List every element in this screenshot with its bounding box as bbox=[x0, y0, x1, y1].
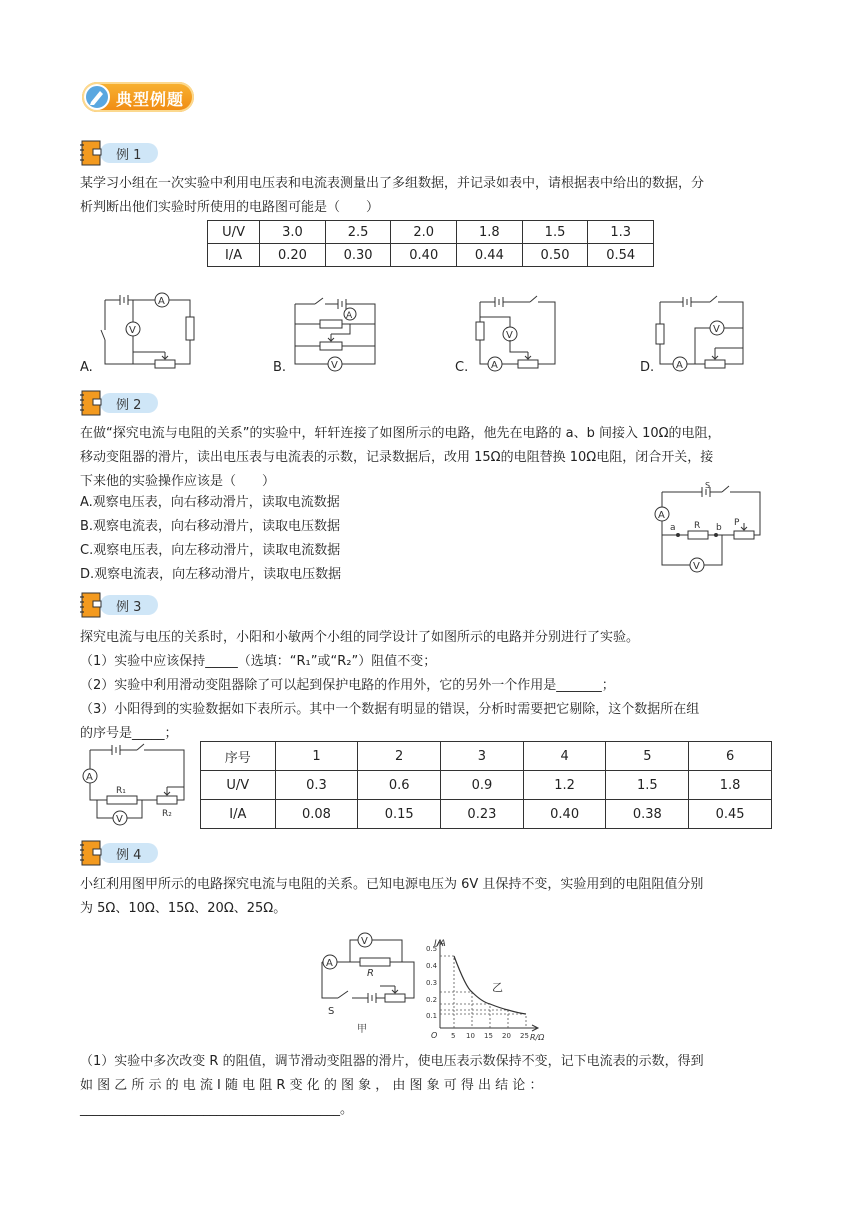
label-a: a bbox=[670, 523, 676, 533]
svg-text:A: A bbox=[676, 360, 683, 371]
section-title: 典型例题 bbox=[116, 90, 185, 109]
ammeter-label: A bbox=[326, 958, 333, 969]
table-row bbox=[208, 221, 654, 244]
svg-text:V: V bbox=[129, 325, 136, 336]
table-cell: 6 bbox=[689, 742, 772, 771]
y-tick-label: 0.2 bbox=[426, 996, 438, 1004]
jia-label: 甲 bbox=[357, 1024, 367, 1035]
svg-text:A: A bbox=[346, 311, 353, 321]
circuit-diagram-d bbox=[655, 292, 755, 372]
x-tick-label: 5 bbox=[451, 1032, 456, 1040]
table-cell: I/A bbox=[208, 244, 260, 267]
table-cell: 2.0 bbox=[391, 221, 457, 244]
ex1-data-table bbox=[207, 220, 654, 267]
x-tick-label: 25 bbox=[520, 1032, 529, 1040]
table-cell: 0.45 bbox=[689, 800, 772, 829]
y-tick-label: 0.3 bbox=[426, 979, 438, 987]
svg-text:V: V bbox=[713, 324, 720, 335]
table-cell: 0.15 bbox=[358, 800, 441, 829]
ex2-line-2: 移动变阻器的滑片，读出电压表与电流表的示数，记录数据后，改用 15Ω的电阻替换 10Ω电阻，闭合开关，接 bbox=[80, 450, 714, 465]
label-s: S bbox=[705, 481, 711, 490]
table-cell: 1 bbox=[275, 742, 358, 771]
option-c-label: C. bbox=[455, 360, 469, 375]
choice-a: A.观察电压表，向右移动滑片，读取电流数据 bbox=[80, 495, 340, 510]
ex3-intro: 探究电流与电压的关系时，小阳和小敏两个小组的同学设计了如图所示的电路并分别进行了实验。 bbox=[80, 630, 640, 645]
table-cell: 5 bbox=[606, 742, 689, 771]
choice-c: C.观察电压表，向左移动滑片，读取电流数据 bbox=[80, 543, 341, 558]
table-row bbox=[208, 244, 654, 267]
notebook-icon bbox=[80, 140, 104, 166]
ex3-data-table bbox=[200, 741, 772, 829]
notebook-icon bbox=[80, 390, 104, 416]
ex4-current-resistance-graph bbox=[426, 936, 556, 1042]
svg-text:A: A bbox=[491, 360, 498, 371]
example-2-badge bbox=[80, 390, 160, 416]
notebook-icon bbox=[80, 592, 104, 618]
table-cell: 1.8 bbox=[457, 221, 523, 244]
ex1-line-2: 析判断出他们实验时所使用的电路图可能是（ ） bbox=[80, 200, 380, 215]
table-cell: 3.0 bbox=[260, 221, 326, 244]
circuit-diagram-a bbox=[95, 292, 205, 372]
ex4-circuit-diagram bbox=[310, 928, 420, 1040]
notebook-icon bbox=[80, 840, 104, 866]
ex3-q2: （2）实验中利用滑动变阻器除了可以起到保护电路的作用外，它的另外一个作用是_______； bbox=[80, 678, 615, 693]
ex1-line-1: 某学习小组在一次实验中利用电压表和电流表测量出了多组数据，并记录如表中，请根据表中给出的数据，分 bbox=[80, 176, 705, 191]
table-row bbox=[201, 800, 772, 829]
example-3-question bbox=[80, 626, 770, 746]
table-cell: 3 bbox=[441, 742, 524, 771]
choice-d: D.观察电流表，向左移动滑片，读取电压数据 bbox=[80, 567, 342, 582]
ex4-q1-line-1: （1）实验中多次改变 R 的阻值，调节滑动变阻器的滑片，使电压表示数保持不变，记下电流表的示数，得到 bbox=[80, 1054, 704, 1069]
label-p: P bbox=[734, 518, 740, 528]
y-tick-label: 0.4 bbox=[426, 962, 438, 970]
x-axis-label: R/Ω bbox=[530, 1033, 545, 1042]
x-tick-label: 10 bbox=[466, 1032, 475, 1040]
example-1-question bbox=[80, 172, 770, 220]
y-tick-label: 0.5 bbox=[426, 945, 438, 953]
x-axis bbox=[440, 1025, 538, 1031]
table-cell: 1.5 bbox=[606, 771, 689, 800]
label-b: b bbox=[716, 523, 722, 533]
ex4-line-1: 小红利用图甲所示的电路探究电流与电阻的关系。已知电源电压为 6V 且保持不变，实验用到的电阻阻值分别 bbox=[80, 877, 704, 892]
ex3-circuit-diagram bbox=[82, 742, 192, 832]
example-3-badge bbox=[80, 592, 160, 618]
table-cell: 0.9 bbox=[441, 771, 524, 800]
example-4-label: 例 4 bbox=[116, 848, 142, 863]
example-4-badge bbox=[80, 840, 160, 866]
circuit-diagram-c bbox=[470, 292, 570, 372]
x-tick-label: 20 bbox=[502, 1032, 511, 1040]
table-cell: I/A bbox=[201, 800, 276, 829]
table-cell: 1.8 bbox=[689, 771, 772, 800]
table-cell: 0.23 bbox=[441, 800, 524, 829]
table-cell: 0.38 bbox=[606, 800, 689, 829]
ammeter-label: A bbox=[86, 772, 93, 783]
table-cell: 4 bbox=[523, 742, 606, 771]
origin-label: O bbox=[431, 1031, 438, 1040]
y-tick-label: 0.1 bbox=[426, 1012, 438, 1020]
r-label: R bbox=[367, 968, 374, 979]
ex3-q3-line-2: 的序号是_____； bbox=[80, 726, 178, 741]
ex2-line-3: 下来他的实验操作应该是（ ） bbox=[80, 474, 276, 489]
option-d-label: D. bbox=[640, 360, 655, 375]
ex2-line-1: 在做“探究电流与电阻的关系”的实验中，轩轩连接了如图所示的电路，他先在电路的 a、b 间接入 10Ω的电阻， bbox=[80, 426, 721, 441]
table-cell: U/V bbox=[208, 221, 260, 244]
ex3-q1: （1）实验中应该保持_____（选填：“R₁”或“R₂”）阻值不变； bbox=[80, 654, 437, 669]
example-4-subquestion bbox=[80, 1050, 770, 1122]
s-label: S bbox=[328, 1006, 335, 1017]
ex4-q1-line-2: 如 图 乙 所 示 的 电 流 I 随 电 阻 R 变 化 的 图 象 ， 由 图 象 可 得 出 结 论 ： bbox=[80, 1078, 543, 1093]
pencil-icon bbox=[84, 84, 110, 110]
svg-text:V: V bbox=[331, 360, 338, 371]
curve bbox=[454, 956, 526, 1014]
choice-b: B.观察电流表，向右移动滑片，读取电压数据 bbox=[80, 519, 341, 534]
option-a-label: A. bbox=[80, 360, 93, 375]
table-cell: U/V bbox=[201, 771, 276, 800]
example-2-label: 例 2 bbox=[116, 398, 142, 413]
table-cell: 1.5 bbox=[522, 221, 588, 244]
table-row bbox=[201, 771, 772, 800]
voltmeter-label: V bbox=[361, 936, 368, 947]
table-cell: 0.50 bbox=[522, 244, 588, 267]
y-axis bbox=[437, 940, 443, 1028]
table-cell: 0.44 bbox=[457, 244, 523, 267]
table-cell: 0.08 bbox=[275, 800, 358, 829]
table-cell: 0.30 bbox=[325, 244, 391, 267]
circuit-diagram-b bbox=[290, 292, 380, 372]
example-1-label: 例 1 bbox=[116, 148, 142, 163]
table-row bbox=[201, 742, 772, 771]
voltmeter-label: V bbox=[693, 561, 700, 572]
ammeter-label: A bbox=[658, 510, 665, 521]
ex4-q1-line-3: ________________________________________。 bbox=[80, 1102, 353, 1117]
table-cell: 0.3 bbox=[275, 771, 358, 800]
table-cell: 0.54 bbox=[588, 244, 654, 267]
table-cell: 0.20 bbox=[260, 244, 326, 267]
table-cell: 0.40 bbox=[391, 244, 457, 267]
example-1-badge bbox=[80, 140, 160, 166]
ex2-circuit-diagram bbox=[652, 480, 767, 580]
example-3-label: 例 3 bbox=[116, 600, 142, 615]
r2-label: R₂ bbox=[162, 809, 172, 819]
y-axis-label: I/A bbox=[434, 939, 446, 949]
example-4-question bbox=[80, 873, 770, 921]
r1-label: R₁ bbox=[116, 786, 126, 796]
table-cell: 2.5 bbox=[325, 221, 391, 244]
table-cell: 2 bbox=[358, 742, 441, 771]
table-cell: 1.2 bbox=[523, 771, 606, 800]
ex4-line-2: 为 5Ω、10Ω、15Ω、20Ω、25Ω。 bbox=[80, 901, 287, 916]
svg-text:V: V bbox=[506, 330, 513, 341]
yi-label: 乙 bbox=[492, 981, 503, 994]
option-b-label: B. bbox=[273, 360, 287, 375]
example-2-choices bbox=[80, 491, 500, 587]
table-cell: 序号 bbox=[201, 742, 276, 771]
table-cell: 1.3 bbox=[588, 221, 654, 244]
table-cell: 0.6 bbox=[358, 771, 441, 800]
section-header-badge bbox=[82, 82, 194, 112]
ex3-q3-line-1: （3）小阳得到的实验数据如下表所示。其中一个数据有明显的错误，分析时需要把它剔除，这个数据所在组 bbox=[80, 702, 700, 717]
voltmeter-label: V bbox=[116, 814, 123, 825]
table-cell: 0.40 bbox=[523, 800, 606, 829]
x-tick-label: 15 bbox=[484, 1032, 493, 1040]
label-r: R bbox=[694, 521, 701, 531]
svg-text:A: A bbox=[158, 296, 165, 307]
